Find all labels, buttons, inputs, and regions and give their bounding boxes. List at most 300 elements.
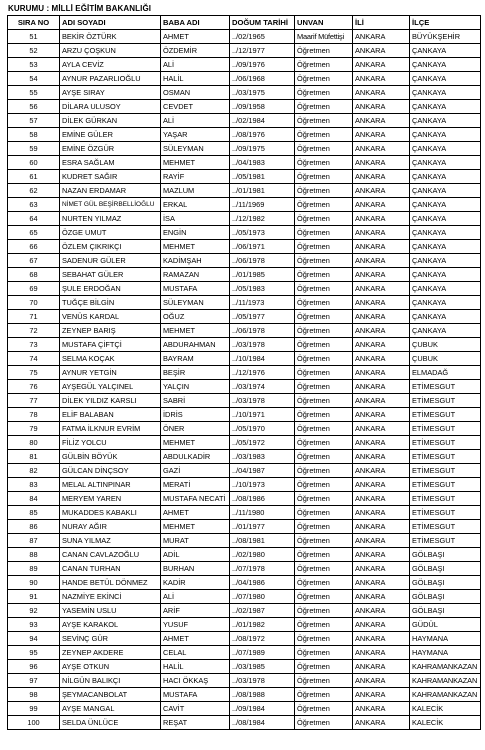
cell-dogum-tarihi: ../06/1968: [230, 72, 295, 86]
cell-dogum-tarihi: ../07/1989: [230, 646, 295, 660]
cell-dogum-tarihi: ../11/1973: [230, 296, 295, 310]
cell-sira-no: 85: [8, 506, 60, 520]
cell-baba-adi: ALİ: [161, 58, 230, 72]
cell-sira-no: 52: [8, 44, 60, 58]
cell-unvan: Öğretmen: [295, 618, 353, 632]
cell-dogum-tarihi: ../03/1978: [230, 674, 295, 688]
cell-ili: ANKARA: [353, 324, 410, 338]
cell-ilce: KAHRAMANKAZAN: [410, 674, 481, 688]
table-row: [8, 296, 481, 310]
cell-ilce: KAHRAMANKAZAN: [410, 688, 481, 702]
cell-baba-adi: ARİF: [161, 604, 230, 618]
table-row: [8, 562, 481, 576]
cell-ilce: GÖLBAŞI: [410, 548, 481, 562]
cell-adi-soyadi: FATMA İLKNUR EVRİM: [60, 422, 161, 436]
cell-dogum-tarihi: ../01/1981: [230, 184, 295, 198]
cell-ili: ANKARA: [353, 660, 410, 674]
cell-adi-soyadi: SELMA KOÇAK: [60, 352, 161, 366]
cell-sira-no: 98: [8, 688, 60, 702]
cell-unvan: Öğretmen: [295, 324, 353, 338]
cell-baba-adi: HACI ÖKKAŞ: [161, 674, 230, 688]
cell-unvan: Öğretmen: [295, 86, 353, 100]
header-row: [8, 16, 481, 30]
cell-adi-soyadi: YASEMİN USLU: [60, 604, 161, 618]
cell-dogum-tarihi: ../02/1987: [230, 604, 295, 618]
cell-sira-no: 73: [8, 338, 60, 352]
cell-dogum-tarihi: ../03/1978: [230, 338, 295, 352]
table-row: [8, 576, 481, 590]
cell-dogum-tarihi: ../06/1978: [230, 254, 295, 268]
cell-sira-no: 64: [8, 212, 60, 226]
cell-ilce: GÖLBAŞI: [410, 590, 481, 604]
cell-adi-soyadi: AYNUR PAZARLIOĞLU: [60, 72, 161, 86]
cell-ilce: ÇANKAYA: [410, 198, 481, 212]
cell-sira-no: 61: [8, 170, 60, 184]
cell-ili: ANKARA: [353, 100, 410, 114]
cell-dogum-tarihi: ../01/1985: [230, 268, 295, 282]
cell-unvan: Öğretmen: [295, 352, 353, 366]
cell-sira-no: 90: [8, 576, 60, 590]
cell-ili: ANKARA: [353, 562, 410, 576]
cell-adi-soyadi: NİLGÜN BALIKÇI: [60, 674, 161, 688]
cell-baba-adi: MEHMET: [161, 156, 230, 170]
cell-ili: ANKARA: [353, 408, 410, 422]
cell-dogum-tarihi: ../05/1972: [230, 436, 295, 450]
cell-ili: ANKARA: [353, 590, 410, 604]
table-row: [8, 492, 481, 506]
cell-baba-adi: İDRİS: [161, 408, 230, 422]
cell-sira-no: 94: [8, 632, 60, 646]
table-row: [8, 366, 481, 380]
cell-sira-no: 100: [8, 716, 60, 730]
cell-adi-soyadi: VENÜS KARDAL: [60, 310, 161, 324]
cell-ilce: KALECİK: [410, 716, 481, 730]
cell-baba-adi: AHMET: [161, 506, 230, 520]
cell-adi-soyadi: ÖZGE UMUT: [60, 226, 161, 240]
cell-ilce: ÇANKAYA: [410, 114, 481, 128]
table-row: [8, 688, 481, 702]
cell-adi-soyadi: TUĞÇE BİLGİN: [60, 296, 161, 310]
cell-sira-no: 79: [8, 422, 60, 436]
cell-unvan: Öğretmen: [295, 296, 353, 310]
cell-ili: ANKARA: [353, 142, 410, 156]
cell-adi-soyadi: AYŞEGÜL YALÇINEL: [60, 380, 161, 394]
cell-sira-no: 67: [8, 254, 60, 268]
cell-unvan: Öğretmen: [295, 212, 353, 226]
cell-ili: ANKARA: [353, 86, 410, 100]
cell-unvan: Öğretmen: [295, 562, 353, 576]
cell-unvan: Öğretmen: [295, 464, 353, 478]
cell-dogum-tarihi: ../08/1981: [230, 534, 295, 548]
cell-baba-adi: ADİL: [161, 548, 230, 562]
cell-ili: ANKARA: [353, 198, 410, 212]
cell-ili: ANKARA: [353, 478, 410, 492]
cell-ili: ANKARA: [353, 128, 410, 142]
table-body: [8, 30, 481, 730]
cell-dogum-tarihi: ../08/1986: [230, 492, 295, 506]
cell-dogum-tarihi: ../10/1984: [230, 352, 295, 366]
cell-baba-adi: MERATİ: [161, 478, 230, 492]
cell-sira-no: 69: [8, 282, 60, 296]
table-row: [8, 268, 481, 282]
cell-ilce: ÇANKAYA: [410, 170, 481, 184]
cell-adi-soyadi: KUDRET SAĞIR: [60, 170, 161, 184]
cell-adi-soyadi: MELAL ALTINPINAR: [60, 478, 161, 492]
cell-dogum-tarihi: ../04/1986: [230, 576, 295, 590]
table-row: [8, 352, 481, 366]
cell-baba-adi: REŞAT: [161, 716, 230, 730]
cell-unvan: Öğretmen: [295, 534, 353, 548]
cell-dogum-tarihi: ../09/1975: [230, 142, 295, 156]
cell-unvan: Öğretmen: [295, 114, 353, 128]
cell-unvan: Öğretmen: [295, 716, 353, 730]
institution-title: KURUMU : MİLLİ EĞİTİM BAKANLIĞI: [8, 4, 152, 13]
cell-dogum-tarihi: ../01/1977: [230, 520, 295, 534]
cell-adi-soyadi: SEVİNÇ GÜR: [60, 632, 161, 646]
cell-adi-soyadi: DİLARA ULUSOY: [60, 100, 161, 114]
cell-baba-adi: İSA: [161, 212, 230, 226]
cell-adi-soyadi: SELDA ÜNLÜCE: [60, 716, 161, 730]
table-row: [8, 520, 481, 534]
cell-unvan: Öğretmen: [295, 142, 353, 156]
header-adi-soyadi: ADI SOYADI: [60, 16, 161, 30]
cell-ilce: HAYMANA: [410, 646, 481, 660]
cell-ili: ANKARA: [353, 646, 410, 660]
cell-baba-adi: MEHMET: [161, 324, 230, 338]
cell-dogum-tarihi: ../08/1984: [230, 716, 295, 730]
cell-dogum-tarihi: ../12/1977: [230, 44, 295, 58]
table-row: [8, 548, 481, 562]
cell-dogum-tarihi: ../11/1969: [230, 198, 295, 212]
table-row: [8, 226, 481, 240]
table-row: [8, 618, 481, 632]
table-row: [8, 646, 481, 660]
cell-ili: ANKARA: [353, 282, 410, 296]
table-row: [8, 464, 481, 478]
cell-baba-adi: HALİL: [161, 660, 230, 674]
cell-ilce: ETİMESGUT: [410, 394, 481, 408]
cell-adi-soyadi: NURAY AĞIR: [60, 520, 161, 534]
cell-unvan: Öğretmen: [295, 268, 353, 282]
cell-dogum-tarihi: ../05/1973: [230, 226, 295, 240]
cell-ilce: ÇANKAYA: [410, 212, 481, 226]
cell-adi-soyadi: GÜLCAN DİNÇSOY: [60, 464, 161, 478]
cell-sira-no: 56: [8, 100, 60, 114]
cell-unvan: Öğretmen: [295, 632, 353, 646]
cell-sira-no: 75: [8, 366, 60, 380]
cell-baba-adi: MEHMET: [161, 436, 230, 450]
cell-baba-adi: YUSUF: [161, 618, 230, 632]
cell-unvan: Öğretmen: [295, 394, 353, 408]
cell-dogum-tarihi: ../08/1988: [230, 688, 295, 702]
cell-ilce: ETİMESGUT: [410, 534, 481, 548]
cell-baba-adi: HALİL: [161, 72, 230, 86]
cell-ili: ANKARA: [353, 576, 410, 590]
cell-adi-soyadi: AYŞE KARAKOL: [60, 618, 161, 632]
cell-sira-no: 58: [8, 128, 60, 142]
cell-dogum-tarihi: ../05/1981: [230, 170, 295, 184]
table-row: [8, 114, 481, 128]
cell-adi-soyadi: DİLEK YILDIZ KARSLI: [60, 394, 161, 408]
cell-dogum-tarihi: ../11/1980: [230, 506, 295, 520]
cell-sira-no: 92: [8, 604, 60, 618]
cell-ili: ANKARA: [353, 212, 410, 226]
cell-ili: ANKARA: [353, 184, 410, 198]
cell-sira-no: 76: [8, 380, 60, 394]
cell-sira-no: 86: [8, 520, 60, 534]
table-row: [8, 394, 481, 408]
cell-baba-adi: YALÇIN: [161, 380, 230, 394]
cell-dogum-tarihi: ../12/1982: [230, 212, 295, 226]
cell-sira-no: 62: [8, 184, 60, 198]
cell-ili: ANKARA: [353, 702, 410, 716]
cell-ilce: ÇANKAYA: [410, 44, 481, 58]
cell-baba-adi: ALİ: [161, 590, 230, 604]
cell-sira-no: 97: [8, 674, 60, 688]
header-baba-adi: BABA ADI: [161, 16, 230, 30]
cell-unvan: Öğretmen: [295, 226, 353, 240]
cell-unvan: Öğretmen: [295, 576, 353, 590]
cell-ilce: ÇANKAYA: [410, 268, 481, 282]
cell-ili: ANKARA: [353, 156, 410, 170]
cell-sira-no: 93: [8, 618, 60, 632]
cell-ili: ANKARA: [353, 254, 410, 268]
cell-sira-no: 72: [8, 324, 60, 338]
cell-sira-no: 83: [8, 478, 60, 492]
cell-ilce: ETİMESGUT: [410, 422, 481, 436]
cell-ili: ANKARA: [353, 352, 410, 366]
cell-adi-soyadi: MUKADDES KABAKLI: [60, 506, 161, 520]
table-row: [8, 44, 481, 58]
cell-ilce: ETİMESGUT: [410, 450, 481, 464]
table-row: [8, 170, 481, 184]
header-ilce: İLÇE: [410, 16, 481, 30]
cell-adi-soyadi: ELİF BALABAN: [60, 408, 161, 422]
cell-sira-no: 74: [8, 352, 60, 366]
cell-unvan: Öğretmen: [295, 688, 353, 702]
table-row: [8, 632, 481, 646]
cell-adi-soyadi: AYŞE MANGAL: [60, 702, 161, 716]
cell-sira-no: 96: [8, 660, 60, 674]
cell-unvan: Öğretmen: [295, 674, 353, 688]
cell-dogum-tarihi: ../02/1984: [230, 114, 295, 128]
cell-dogum-tarihi: ../06/1978: [230, 324, 295, 338]
cell-dogum-tarihi: ../04/1987: [230, 464, 295, 478]
cell-adi-soyadi: BEKİR ÖZTÜRK: [60, 30, 161, 44]
table-row: [8, 142, 481, 156]
cell-unvan: Maarif Müfettişi: [295, 30, 353, 44]
cell-ili: ANKARA: [353, 506, 410, 520]
table-row: [8, 198, 481, 212]
cell-ilce: ÇANKAYA: [410, 184, 481, 198]
cell-dogum-tarihi: ../03/1975: [230, 86, 295, 100]
cell-baba-adi: KADİMŞAH: [161, 254, 230, 268]
cell-sira-no: 87: [8, 534, 60, 548]
cell-ilce: ÇANKAYA: [410, 72, 481, 86]
cell-dogum-tarihi: ../04/1983: [230, 156, 295, 170]
cell-sira-no: 57: [8, 114, 60, 128]
table-row: [8, 506, 481, 520]
cell-ilce: ÇANKAYA: [410, 226, 481, 240]
cell-unvan: Öğretmen: [295, 240, 353, 254]
cell-sira-no: 91: [8, 590, 60, 604]
table-row: [8, 86, 481, 100]
cell-unvan: Öğretmen: [295, 604, 353, 618]
table-row: [8, 58, 481, 72]
cell-ili: ANKARA: [353, 366, 410, 380]
cell-ili: ANKARA: [353, 310, 410, 324]
cell-adi-soyadi: SADENUR GÜLER: [60, 254, 161, 268]
cell-dogum-tarihi: ../06/1971: [230, 240, 295, 254]
cell-ilce: ETİMESGUT: [410, 408, 481, 422]
cell-sira-no: 63: [8, 198, 60, 212]
cell-ili: ANKARA: [353, 114, 410, 128]
table-row: [8, 128, 481, 142]
cell-adi-soyadi: CANAN CAVLAZOĞLU: [60, 548, 161, 562]
table-header: [8, 16, 481, 30]
cell-ili: ANKARA: [353, 394, 410, 408]
cell-baba-adi: BEŞİR: [161, 366, 230, 380]
cell-ilce: KAHRAMANKAZAN: [410, 660, 481, 674]
cell-ilce: ÇANKAYA: [410, 128, 481, 142]
cell-baba-adi: BURHAN: [161, 562, 230, 576]
cell-ili: ANKARA: [353, 436, 410, 450]
cell-sira-no: 60: [8, 156, 60, 170]
cell-sira-no: 77: [8, 394, 60, 408]
header-unvan: UNVAN: [295, 16, 353, 30]
table-row: [8, 436, 481, 450]
cell-unvan: Öğretmen: [295, 366, 353, 380]
cell-adi-soyadi: DİLEK GÜRKAN: [60, 114, 161, 128]
cell-dogum-tarihi: ../03/1983: [230, 450, 295, 464]
cell-adi-soyadi: EMİNE GÜLER: [60, 128, 161, 142]
cell-baba-adi: ALİ: [161, 114, 230, 128]
cell-ilce: HAYMANA: [410, 632, 481, 646]
table-row: [8, 254, 481, 268]
cell-adi-soyadi: HANDE BETÜL DÖNMEZ: [60, 576, 161, 590]
cell-adi-soyadi: MERYEM YAREN: [60, 492, 161, 506]
cell-baba-adi: MUSTAFA: [161, 282, 230, 296]
table-row: [8, 674, 481, 688]
table-row: [8, 324, 481, 338]
table-row: [8, 422, 481, 436]
cell-baba-adi: CELAL: [161, 646, 230, 660]
cell-unvan: Öğretmen: [295, 506, 353, 520]
cell-unvan: Öğretmen: [295, 702, 353, 716]
cell-sira-no: 65: [8, 226, 60, 240]
cell-ili: ANKARA: [353, 716, 410, 730]
cell-sira-no: 81: [8, 450, 60, 464]
cell-baba-adi: AHMET: [161, 632, 230, 646]
cell-ilce: ÇANKAYA: [410, 296, 481, 310]
cell-dogum-tarihi: ../10/1973: [230, 478, 295, 492]
cell-sira-no: 53: [8, 58, 60, 72]
table-row: [8, 240, 481, 254]
cell-unvan: Öğretmen: [295, 436, 353, 450]
cell-unvan: Öğretmen: [295, 478, 353, 492]
cell-ili: ANKARA: [353, 450, 410, 464]
cell-ilce: ÇANKAYA: [410, 86, 481, 100]
cell-adi-soyadi: CANAN TURHAN: [60, 562, 161, 576]
cell-ilce: ÇANKAYA: [410, 282, 481, 296]
cell-baba-adi: ÖNER: [161, 422, 230, 436]
cell-unvan: Öğretmen: [295, 310, 353, 324]
cell-ili: ANKARA: [353, 492, 410, 506]
cell-sira-no: 80: [8, 436, 60, 450]
cell-dogum-tarihi: ../07/1980: [230, 590, 295, 604]
cell-baba-adi: CAVİT: [161, 702, 230, 716]
table-row: [8, 282, 481, 296]
cell-ili: ANKARA: [353, 604, 410, 618]
cell-ili: ANKARA: [353, 296, 410, 310]
cell-sira-no: 82: [8, 464, 60, 478]
cell-adi-soyadi: NURTEN YILMAZ: [60, 212, 161, 226]
cell-dogum-tarihi: ../09/1976: [230, 58, 295, 72]
cell-baba-adi: ÖZDEMİR: [161, 44, 230, 58]
cell-baba-adi: RAYİF: [161, 170, 230, 184]
cell-ili: ANKARA: [353, 422, 410, 436]
cell-unvan: Öğretmen: [295, 184, 353, 198]
table-row: [8, 450, 481, 464]
cell-sira-no: 70: [8, 296, 60, 310]
cell-unvan: Öğretmen: [295, 198, 353, 212]
cell-ilce: ELMADAĞ: [410, 366, 481, 380]
cell-dogum-tarihi: ../09/1984: [230, 702, 295, 716]
cell-adi-soyadi: ESRA SAĞLAM: [60, 156, 161, 170]
cell-baba-adi: OĞUZ: [161, 310, 230, 324]
cell-sira-no: 78: [8, 408, 60, 422]
cell-unvan: Öğretmen: [295, 590, 353, 604]
cell-dogum-tarihi: ../09/1958: [230, 100, 295, 114]
cell-adi-soyadi: NAZAN ERDAMAR: [60, 184, 161, 198]
cell-ilce: ÇANKAYA: [410, 254, 481, 268]
cell-ilce: ÇANKAYA: [410, 240, 481, 254]
cell-ilce: ÇANKAYA: [410, 58, 481, 72]
cell-unvan: Öğretmen: [295, 408, 353, 422]
cell-baba-adi: RAMAZAN: [161, 268, 230, 282]
cell-baba-adi: GAZİ: [161, 464, 230, 478]
cell-baba-adi: ERKAL: [161, 198, 230, 212]
table-row: [8, 534, 481, 548]
cell-ilce: GÖLBAŞI: [410, 604, 481, 618]
header-sira-no: SIRA NO: [8, 16, 60, 30]
cell-ili: ANKARA: [353, 240, 410, 254]
cell-unvan: Öğretmen: [295, 156, 353, 170]
table-row: [8, 590, 481, 604]
cell-adi-soyadi: ŞULE ERDOĞAN: [60, 282, 161, 296]
cell-sira-no: 99: [8, 702, 60, 716]
personnel-table: [7, 15, 481, 730]
cell-baba-adi: BAYRAM: [161, 352, 230, 366]
cell-baba-adi: MUSTAFA NECATİ: [161, 492, 230, 506]
cell-baba-adi: OSMAN: [161, 86, 230, 100]
cell-ilce: ÇUBUK: [410, 352, 481, 366]
cell-ili: ANKARA: [353, 338, 410, 352]
cell-adi-soyadi: ARZU ÇOŞKUN: [60, 44, 161, 58]
table-row: [8, 30, 481, 44]
cell-baba-adi: SABRİ: [161, 394, 230, 408]
cell-unvan: Öğretmen: [295, 450, 353, 464]
cell-unvan: Öğretmen: [295, 170, 353, 184]
cell-ilce: GÖLBAŞI: [410, 562, 481, 576]
cell-ili: ANKARA: [353, 170, 410, 184]
cell-unvan: Öğretmen: [295, 254, 353, 268]
cell-baba-adi: YAŞAR: [161, 128, 230, 142]
cell-unvan: Öğretmen: [295, 380, 353, 394]
cell-adi-soyadi: AYŞE SIRAY: [60, 86, 161, 100]
cell-sira-no: 66: [8, 240, 60, 254]
cell-ili: ANKARA: [353, 72, 410, 86]
